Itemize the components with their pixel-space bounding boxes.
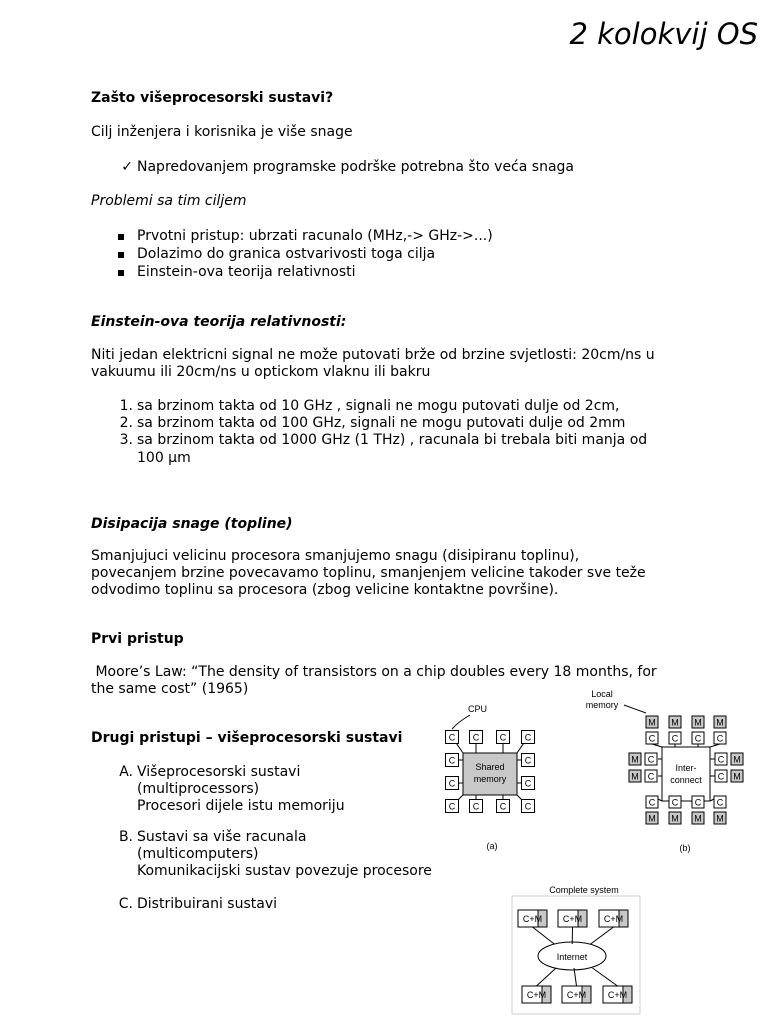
heading-power-dissipation: Disipacija snage (topline) [91, 516, 293, 532]
paragraph-line: odvodimo toplinu sa procesora (zbog velicine kontaktne površine). [91, 582, 559, 598]
connector-line [592, 968, 617, 986]
local-memory-label: Local [591, 689, 613, 699]
memory-node-label: M [694, 717, 702, 728]
numbered-item-continuation: 100 µm [137, 450, 191, 466]
memory-node-label: M [694, 813, 702, 824]
list-letter: C. [118, 896, 133, 912]
cpu-node-label: C [648, 733, 656, 744]
cm-node-label: C+M [607, 990, 628, 1000]
shared-memory-label: memory [473, 774, 507, 784]
list-number: 1. [119, 398, 133, 414]
memory-node-label: M [716, 717, 724, 728]
cpu-node-label: C [524, 801, 532, 812]
check-item-text: Napredovanjem programske podrške potrebna što veća snaga [137, 159, 574, 175]
cpu-node-label: C [472, 732, 480, 743]
paragraph-line: vakuumu ili 20cm/ns u optickom vlaknu ili bakru [91, 364, 431, 380]
cpu-node-label: C [717, 754, 725, 765]
cpu-node-label: C [524, 778, 532, 789]
list-letter: B. [118, 829, 133, 845]
diagram-interconnect [586, 689, 743, 853]
cpu-node-label: C [499, 732, 507, 743]
cm-node-label: C+M [522, 914, 543, 924]
cpu-node-label: C [448, 755, 456, 766]
bullet-text: Prvotni pristup: ubrzati racunalo (MHz,-> GHz->...) [137, 228, 493, 244]
cpu-node-label: C [472, 801, 480, 812]
cpu-node-label: C [499, 801, 507, 812]
cpu-node-label: C [647, 771, 655, 782]
connector-line [591, 927, 614, 944]
local-memory-label: memory [585, 700, 619, 710]
cpu-node-label: C [716, 797, 724, 808]
diagram-complete-system [512, 885, 640, 1014]
item-line: (multicomputers) [137, 846, 259, 862]
cpu-node-label: C [448, 732, 456, 743]
caption-a: (a) [486, 841, 498, 851]
item-line: Sustavi sa više racunala [137, 829, 307, 845]
list-number: 3. [119, 432, 133, 448]
cpu-node-label: C [524, 732, 532, 743]
memory-node-label: M [733, 771, 741, 782]
connector-line [537, 968, 557, 986]
bullet-text: Dolazimo do granica ostvarivosti toga cilja [137, 246, 436, 262]
memory-node-label: M [648, 717, 656, 728]
cpu-node-label: C [694, 797, 702, 808]
internet-label: Internet [556, 952, 588, 962]
interconnect-label: connect [670, 775, 702, 785]
memory-node-label: M [648, 813, 656, 824]
cpu-node-label: C [524, 755, 532, 766]
cpu-node-label: C [448, 778, 456, 789]
shared-memory-label: Shared [475, 762, 505, 772]
cm-node-label: C+M [526, 990, 547, 1000]
memory-node-label: M [671, 813, 679, 824]
connector-line [574, 968, 576, 986]
checkmark-icon: ✓ [121, 159, 133, 175]
cm-node-label: C+M [562, 914, 583, 924]
heading-why-multiprocessor: Zašto višeprocesorski sustavi? [91, 90, 334, 106]
caption-b: (b) [679, 843, 691, 853]
paragraph-goal: Cilj inženjera i korisnika je više snage [91, 124, 353, 140]
item-line: (multiprocessors) [137, 781, 260, 797]
item-line: Distribuirani sustavi [137, 896, 277, 912]
paragraph-line: Smanjujuci velicinu procesora smanjujemo snagu (disipiranu toplinu), [91, 548, 580, 564]
cpu-label: CPU [468, 704, 488, 714]
cpu-node-label: C [671, 797, 679, 808]
memory-node-label: M [733, 754, 741, 765]
problems-label: Problemi sa tim ciljem [91, 193, 247, 209]
memory-node-label: M [716, 813, 724, 824]
cpu-node-label: C [716, 733, 724, 744]
cm-node-label: C+M [566, 990, 587, 1000]
memory-node-label: M [671, 717, 679, 728]
connector-line [533, 927, 555, 944]
numbered-item-text: sa brzinom takta od 100 GHz, signali ne mogu putovati dulje od 2mm [137, 415, 626, 431]
heading-other-approaches: Drugi pristupi – višeprocesorski sustavi [91, 730, 403, 746]
moores-law-line: Moore’s Law: “The density of transistors on a chip doubles every 18 months, for [91, 664, 657, 680]
cpu-node-label: C [647, 754, 655, 765]
cm-node-label: C+M [603, 914, 624, 924]
cpu-pointer-arrow [452, 715, 470, 729]
complete-system-label: Complete system [549, 885, 619, 895]
interconnect-box [662, 747, 710, 801]
cpu-node-label: C [648, 797, 656, 808]
memory-node-label: M [631, 754, 639, 765]
paragraph-line: Niti jedan elektricni signal ne može putovati brže od brzine svjetlosti: 20cm/ns u [91, 347, 655, 363]
paragraph-line: povecanjem brzine povecavamo toplinu, smanjenjem velicine takoder sve teže [91, 565, 646, 581]
item-line: Komunikacijski sustav povezuje procesore [137, 863, 432, 879]
heading-first-approach: Prvi pristup [91, 631, 184, 647]
moores-law-line: the same cost” (1965) [91, 681, 249, 697]
item-line: Višeprocesorski sustavi [137, 764, 301, 780]
numbered-item-text: sa brzinom takta od 10 GHz , signali ne mogu putovati dulje od 2cm, [137, 398, 620, 414]
bullet-text: Einstein-ova teorija relativnosti [137, 264, 356, 280]
numbered-item-text: sa brzinom takta od 1000 GHz (1 THz) , racunala bi trebala biti manja od [137, 432, 648, 448]
cpu-node-label: C [717, 771, 725, 782]
local-memory-pointer-arrow [624, 705, 646, 713]
diagram-shared-memory [446, 704, 535, 851]
memory-node-label: M [631, 771, 639, 782]
page-title: 2 kolokvij OS [569, 17, 758, 51]
item-line: Procesori dijele istu memoriju [137, 798, 345, 814]
interconnect-label: Inter- [675, 763, 697, 773]
cpu-node-label: C [671, 733, 679, 744]
cpu-node-label: C [448, 801, 456, 812]
list-number: 2. [119, 415, 133, 431]
heading-einstein: Einstein-ova teorija relativnosti: [91, 314, 347, 330]
list-letter: A. [119, 764, 133, 780]
cpu-node-label: C [694, 733, 702, 744]
